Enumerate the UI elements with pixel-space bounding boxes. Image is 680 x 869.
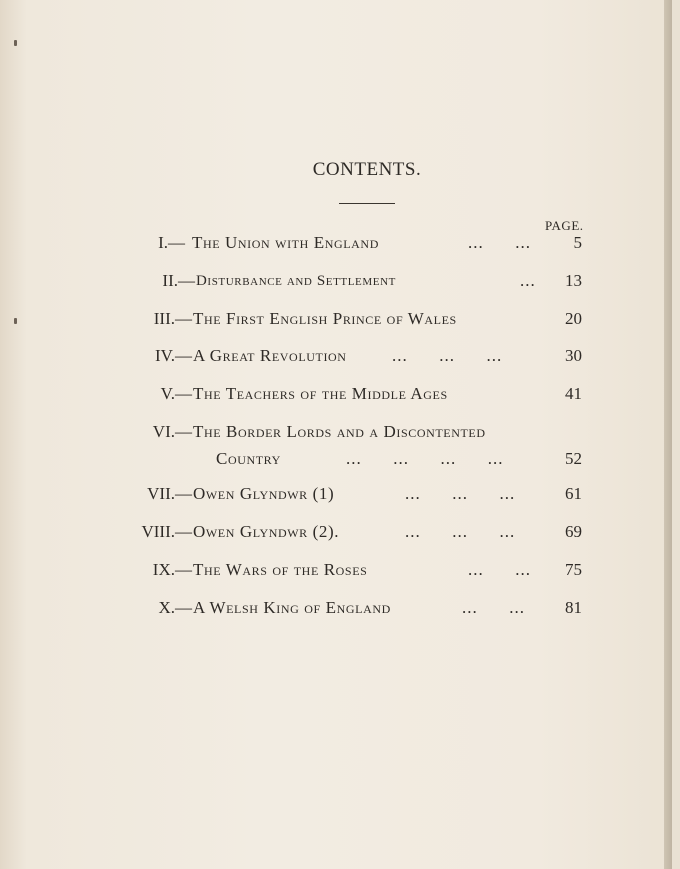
contents-entry — [0, 595, 680, 621]
chapter-numeral: IV.— — [155, 346, 192, 365]
chapter-numeral: VI.— — [152, 422, 192, 441]
chapter-numeral: III.— — [153, 309, 192, 328]
dot-leaders: ... ... — [468, 233, 531, 252]
chapter-title: Disturbance and Settlement — [196, 273, 396, 289]
page-number: 52 — [565, 449, 582, 468]
contents-entry — [0, 557, 680, 583]
chapter-numeral: V.— — [160, 384, 192, 403]
dot-leaders: ... — [520, 271, 536, 290]
chapter-numeral: I.— — [158, 233, 185, 252]
chapter-title-line2: Country — [216, 449, 281, 468]
contents-entry — [0, 268, 680, 294]
page-column-heading: PAGE. — [545, 218, 584, 233]
contents-entry-continuation — [0, 446, 680, 472]
binding-mark — [14, 40, 17, 46]
dot-leaders: ... ... — [462, 598, 525, 617]
page-number: 5 — [573, 233, 582, 252]
chapter-numeral: VII.— — [147, 484, 192, 503]
contents-entry — [0, 519, 680, 545]
page-number: 61 — [565, 484, 582, 503]
contents-entry — [0, 306, 680, 332]
contents-entry — [0, 419, 680, 445]
page-number: 81 — [565, 598, 582, 617]
page-number: 20 — [565, 309, 582, 328]
page-number: 75 — [565, 560, 582, 579]
dot-leaders: ... ... ... — [405, 522, 516, 541]
page-number: 41 — [565, 384, 582, 403]
contents-entry — [0, 230, 680, 256]
chapter-title: A Welsh King of England — [193, 598, 391, 617]
dot-leaders: ... ... ... — [405, 484, 516, 503]
page-number: 30 — [565, 346, 582, 365]
title-rule — [339, 203, 395, 204]
dot-leaders: ... ... ... ... — [346, 449, 504, 468]
chapter-numeral: X.— — [158, 598, 192, 617]
chapter-title: A Great Revolution — [193, 346, 347, 365]
chapter-title: Owen Glyndwr (1) — [193, 484, 335, 503]
contents-entry — [0, 343, 680, 369]
chapter-numeral: II.— — [162, 271, 195, 290]
chapter-title: The First English Prince of Wales — [193, 309, 457, 328]
page-number: 13 — [565, 271, 582, 290]
chapter-numeral: IX.— — [152, 560, 192, 579]
chapter-title: The Teachers of the Middle Ages — [193, 384, 448, 403]
chapter-title: The Wars of the Roses — [193, 560, 368, 579]
dot-leaders: ... ... — [468, 560, 531, 579]
chapter-title: The Border Lords and a Discontented — [193, 422, 486, 441]
dot-leaders: ... ... ... — [392, 346, 503, 365]
chapter-title: The Union with England — [192, 233, 379, 252]
chapter-numeral: VIII.— — [141, 522, 192, 541]
contents-entry — [0, 481, 680, 507]
contents-title: CONTENTS. — [312, 159, 422, 180]
contents-entry — [0, 381, 680, 407]
chapter-title: Owen Glyndwr (2). — [193, 522, 340, 541]
page-number: 69 — [565, 522, 582, 541]
